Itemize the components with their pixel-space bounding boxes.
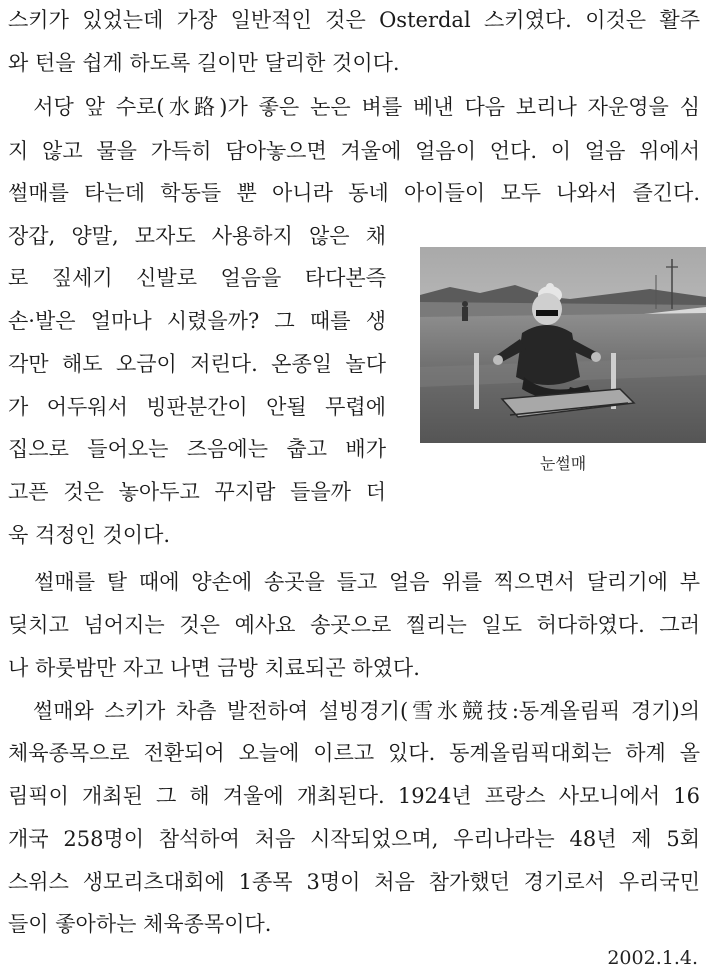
text-line: 집으로 들어오는 즈음에는 춥고 배가 (8, 437, 386, 461)
text-line: 고픈 것은 놓아두고 꾸지람 들을까 더 (8, 480, 386, 504)
sled-photo (420, 247, 706, 443)
text-line: 지 않고 물을 가득히 담아놓으면 겨울에 얼음이 언다. 이 얼음 위에서 (8, 139, 700, 163)
text-line: 와 턴을 쉽게 하도록 길이만 달리한 것이다. (8, 51, 400, 75)
text-line: 각만 해도 오금이 저린다. 온종일 놀다 (8, 352, 386, 376)
text-line: 림픽이 개최된 그 해 겨울에 개최된다. 1924년 프랑스 사모니에서 16 (8, 784, 700, 808)
text-line: 썰매와 스키가 차츰 발전하여 설빙경기(雪氷競技:동계올림픽 경기)의 (8, 699, 700, 723)
text-line: 체육종목으로 전환되어 오늘에 이르고 있다. 동계올림픽대회는 하계 올 (8, 741, 700, 765)
text-line: 썰매를 타는데 학동들 뿐 아니라 동네 아이들이 모두 나와서 즐긴다. (8, 181, 700, 205)
text-line: 나 하룻밤만 자고 나면 금방 치료되곤 하였다. (8, 656, 420, 680)
text-line: 스위스 생모리츠대회에 1종목 3명이 처음 참가했던 경기로서 우리국민 (8, 870, 700, 894)
text-line: 딪치고 넘어지는 것은 예사요 송곳으로 찔리는 일도 허다하였다. 그러 (8, 613, 700, 637)
text-line: 가 어두워서 빙판분간이 안될 무렵에 (8, 395, 386, 419)
text-line: 서당 앞 수로(水路)가 좋은 논은 벼를 베낸 다음 보리나 자운영을 심 (8, 95, 700, 119)
text-line: 욱 걱정인 것이다. (8, 523, 171, 547)
text-line: 썰매를 탈 때에 양손에 송곳을 들고 얼음 위를 찍으면서 달리기에 부 (8, 570, 700, 594)
photo-caption: 눈썰매 (539, 454, 587, 473)
text-line: 개국 258명이 참석하여 처음 시작되었으며, 우리나라는 48년 제 5회 (8, 827, 700, 851)
text-line: 스키가 있었는데 가장 일반적인 것은 Osterdal 스키였다. 이것은 활주 (8, 8, 700, 32)
document-date: 2002.1.4. (607, 947, 698, 969)
text-line: 손·발은 얼마나 시렸을까? 그 때를 생 (8, 309, 386, 333)
text-line: 들이 좋아하는 체육종목이다. (8, 912, 272, 936)
text-line: 로 짚세기 신발로 얼음을 타다본즉 (8, 266, 386, 290)
text-line: 장갑, 양말, 모자도 사용하지 않은 채 (8, 224, 386, 248)
sled-photo-image (420, 247, 706, 443)
